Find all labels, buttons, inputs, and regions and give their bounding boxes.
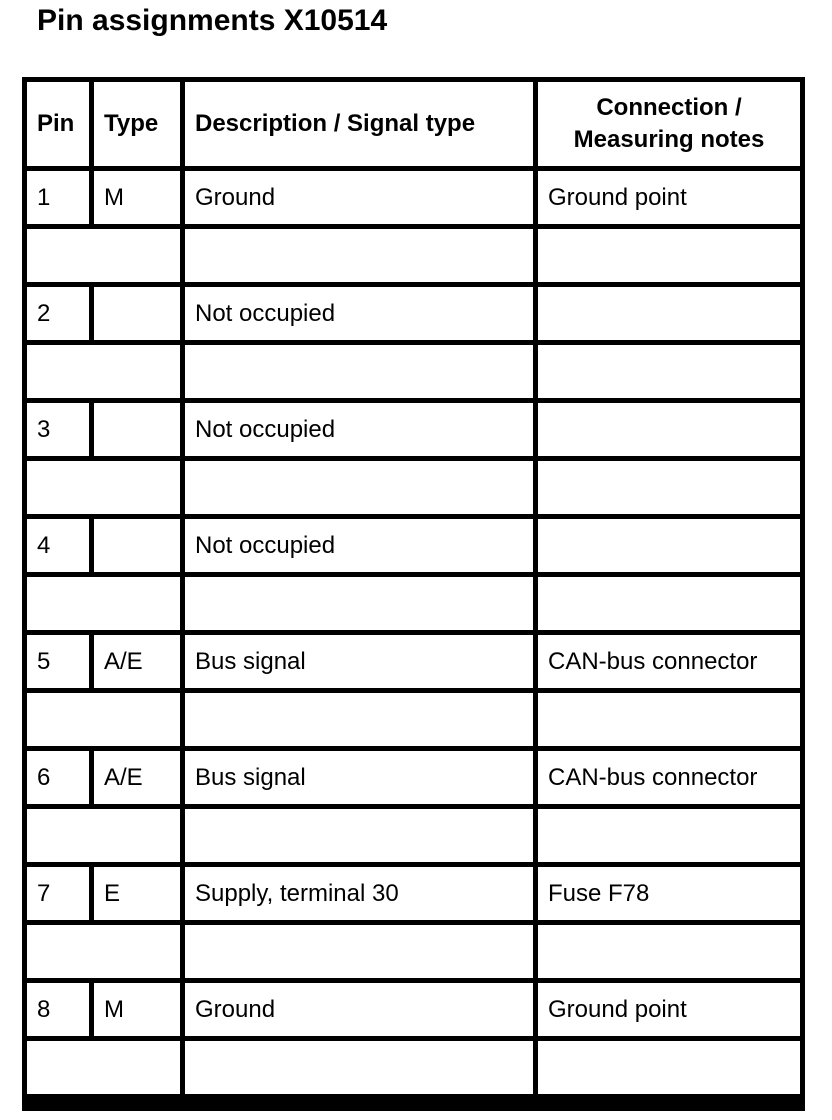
description-cell: Not occupied xyxy=(185,519,533,572)
empty-description-cell xyxy=(185,461,533,514)
empty-connection-cell xyxy=(538,577,800,630)
type-cell xyxy=(94,519,180,572)
pin-cell: 8 xyxy=(27,983,89,1036)
type-cell xyxy=(94,287,180,340)
connection-cell xyxy=(538,403,800,456)
empty-pin-type-cell xyxy=(27,345,180,398)
empty-connection-cell xyxy=(538,229,800,282)
header-pin: Pin xyxy=(27,82,89,166)
description-cell: Bus signal xyxy=(185,751,533,804)
connection-cell: Ground point xyxy=(538,983,800,1036)
empty-description-cell xyxy=(185,809,533,862)
empty-description-cell xyxy=(185,925,533,978)
pin-cell: 1 xyxy=(27,171,89,224)
empty-description-cell xyxy=(185,229,533,282)
pin-cell: 2 xyxy=(27,287,89,340)
type-cell xyxy=(94,403,180,456)
pin-assignment-table xyxy=(22,77,805,1111)
type-cell: M xyxy=(94,983,180,1036)
empty-description-cell xyxy=(185,693,533,746)
empty-pin-type-cell xyxy=(27,925,180,978)
type-cell: E xyxy=(94,867,180,920)
connection-cell: CAN-bus connector xyxy=(538,751,800,804)
empty-connection-cell xyxy=(538,461,800,514)
empty-connection-cell xyxy=(538,1041,800,1094)
empty-pin-type-cell xyxy=(27,577,180,630)
type-cell: M xyxy=(94,171,180,224)
header-connection-line1: Connection / xyxy=(596,94,742,121)
connection-cell xyxy=(538,519,800,572)
header-description: Description / Signal type xyxy=(185,82,533,166)
empty-pin-type-cell xyxy=(27,693,180,746)
empty-pin-type-cell xyxy=(27,1041,180,1094)
empty-pin-type-cell xyxy=(27,229,180,282)
empty-description-cell xyxy=(185,1041,533,1094)
type-cell: A/E xyxy=(94,635,180,688)
description-cell: Supply, terminal 30 xyxy=(185,867,533,920)
connection-cell: Ground point xyxy=(538,171,800,224)
empty-description-cell xyxy=(185,577,533,630)
pin-cell: 3 xyxy=(27,403,89,456)
empty-pin-type-cell xyxy=(27,461,180,514)
header-connection-line2: Measuring notes xyxy=(573,126,765,153)
description-cell: Ground xyxy=(185,171,533,224)
pin-cell: 7 xyxy=(27,867,89,920)
description-cell: Ground xyxy=(185,983,533,1036)
pin-cell: 5 xyxy=(27,635,89,688)
empty-connection-cell xyxy=(538,809,800,862)
connection-cell xyxy=(538,287,800,340)
description-cell: Not occupied xyxy=(185,403,533,456)
description-cell: Bus signal xyxy=(185,635,533,688)
header-connection xyxy=(538,82,800,166)
empty-connection-cell xyxy=(538,693,800,746)
connection-cell: CAN-bus connector xyxy=(538,635,800,688)
header-type: Type xyxy=(94,82,180,166)
type-cell: A/E xyxy=(94,751,180,804)
pin-cell: 4 xyxy=(27,519,89,572)
empty-connection-cell xyxy=(538,345,800,398)
empty-pin-type-cell xyxy=(27,809,180,862)
connection-cell: Fuse F78 xyxy=(538,867,800,920)
description-cell: Not occupied xyxy=(185,287,533,340)
empty-description-cell xyxy=(185,345,533,398)
empty-connection-cell xyxy=(538,925,800,978)
pin-cell: 6 xyxy=(27,751,89,804)
page-title: Pin assignments X10514 xyxy=(37,4,388,37)
